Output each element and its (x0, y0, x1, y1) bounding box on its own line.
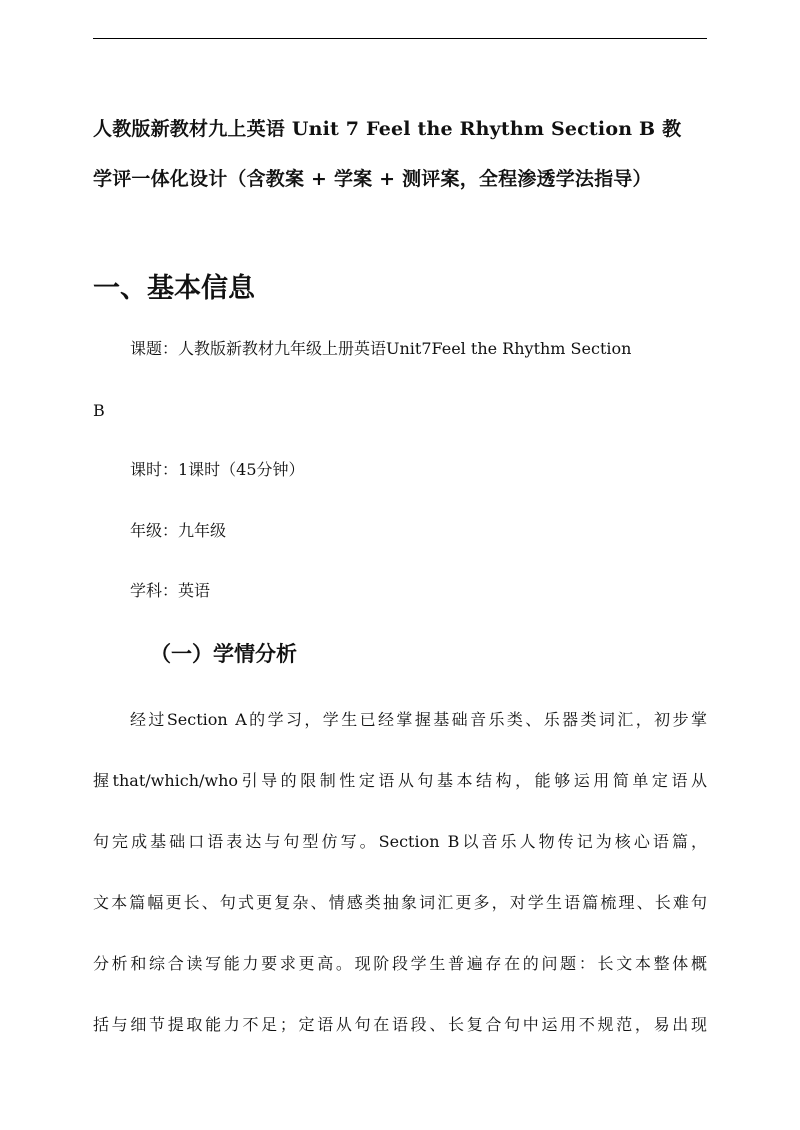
section-heading-basic-info: 一、基本信息 (93, 273, 255, 304)
info-topic-line-1: 课题：人教版新教材九年级上册英语Unit7Feel the Rhythm Section (130, 339, 632, 358)
paragraph-line-4: 文本篇幅更长、句式更复杂、情感类抽象词汇更多，对学生语篇梳理、长难句 (93, 893, 707, 912)
info-topic-line-2: B (93, 401, 105, 420)
info-subject: 学科：英语 (130, 581, 211, 600)
document-title-line-2: 学评一体化设计（含教案 + 学案 + 测评案，全程渗透学法指导） (93, 168, 652, 190)
info-class-hours: 课时：1课时（45分钟） (130, 460, 305, 479)
info-grade: 年级：九年级 (130, 521, 227, 540)
header-rule (93, 38, 707, 39)
paragraph-line-1: 经过Section A的学习，学生已经掌握基础音乐类、乐器类词汇，初步掌 (130, 710, 707, 729)
paragraph-line-6: 括与细节提取能力不足；定语从句在语段、长复合句中运用不规范，易出现 (93, 1015, 707, 1034)
document-title-line-1: 人教版新教材九上英语 Unit 7 Feel the Rhythm Section B 教 (93, 118, 682, 140)
subsection-heading-learner-analysis: （一）学情分析 (150, 641, 297, 666)
paragraph-line-5: 分析和综合读写能力要求更高。现阶段学生普遍存在的问题：长文本整体概 (93, 954, 707, 973)
paragraph-line-3: 句完成基础口语表达与句型仿写。Section B以音乐人物传记为核心语篇， (93, 832, 707, 851)
paragraph-line-2: 握that/which/who引导的限制性定语从句基本结构，能够运用简单定语从 (93, 771, 707, 790)
